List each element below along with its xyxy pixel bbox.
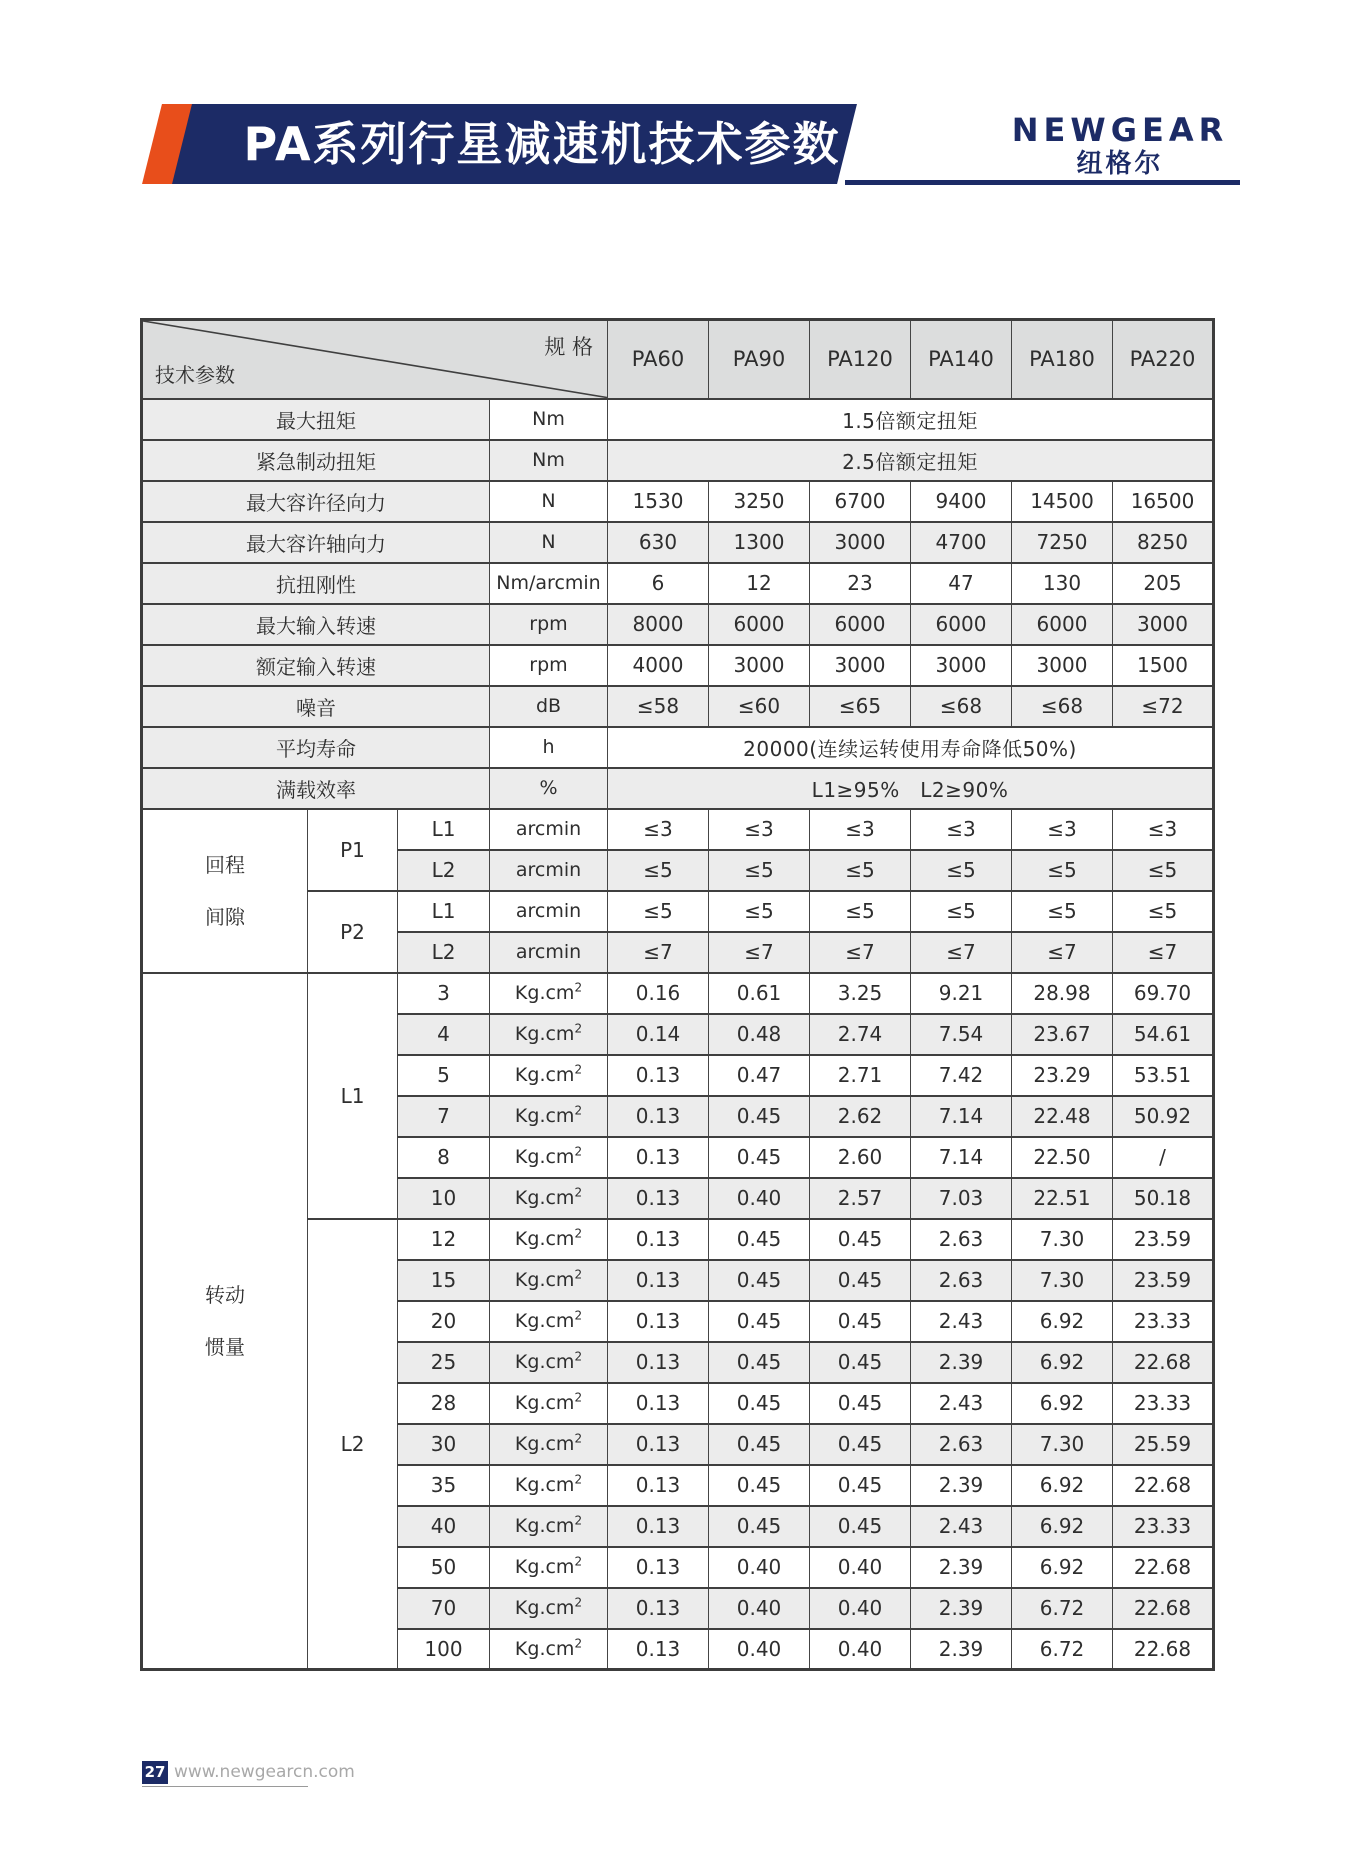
- value-cell: 23.67: [1012, 1014, 1113, 1055]
- value-cell: 22.48: [1012, 1096, 1113, 1137]
- value-cell: 2.39: [911, 1588, 1012, 1629]
- value-cell: 0.45: [709, 1342, 810, 1383]
- ratio-cell: 20: [398, 1301, 490, 1342]
- inertia-section-label: 转动 惯量: [142, 973, 308, 1670]
- value-cell: 3000: [709, 645, 810, 686]
- value-cell: 2.74: [810, 1014, 911, 1055]
- value-cell: 16500: [1113, 481, 1214, 522]
- value-cell: 0.13: [608, 1629, 709, 1670]
- value-cell: 2.57: [810, 1178, 911, 1219]
- table-row: [142, 604, 1214, 645]
- table-row: [142, 440, 1214, 481]
- value-cell: 6000: [810, 604, 911, 645]
- value-cell: 0.13: [608, 1547, 709, 1588]
- value-cell: 130: [1012, 563, 1113, 604]
- inertia-level-cell: L2: [308, 1219, 398, 1670]
- value-cell: 2.43: [911, 1301, 1012, 1342]
- corner-label-params: 技术参数: [155, 362, 235, 387]
- row-label: 最大容许径向力: [142, 481, 490, 522]
- unit-cell: $Kg.cm^2$: [490, 1506, 608, 1547]
- value-cell: 14500: [1012, 481, 1113, 522]
- value-cell: 2.43: [911, 1506, 1012, 1547]
- column-header: PA90: [709, 320, 810, 399]
- row-label: 平均寿命: [142, 727, 490, 768]
- unit-cell: arcmin: [490, 891, 608, 932]
- level-cell: L2: [398, 850, 490, 891]
- column-header: PA60: [608, 320, 709, 399]
- value-cell: 6000: [709, 604, 810, 645]
- value-cell: 22.50: [1012, 1137, 1113, 1178]
- value-cell: 0.45: [810, 1301, 911, 1342]
- merged-value-cell: 2.5倍额定扭矩: [608, 440, 1214, 481]
- value-cell: ≤3: [1113, 809, 1214, 850]
- value-cell: 0.45: [709, 1506, 810, 1547]
- level-cell: L2: [398, 932, 490, 973]
- value-cell: 7.30: [1012, 1219, 1113, 1260]
- ratio-cell: 3: [398, 973, 490, 1014]
- level-cell: L1: [398, 891, 490, 932]
- unit-cell: rpm: [490, 645, 608, 686]
- value-cell: 4000: [608, 645, 709, 686]
- unit-cell: $Kg.cm^2$: [490, 973, 608, 1014]
- value-cell: ≤5: [911, 891, 1012, 932]
- value-cell: 0.40: [810, 1629, 911, 1670]
- value-cell: ≤7: [810, 932, 911, 973]
- merged-value-cell: 1.5倍额定扭矩: [608, 399, 1214, 440]
- value-cell: 0.13: [608, 1219, 709, 1260]
- value-cell: 0.45: [709, 1260, 810, 1301]
- value-cell: 3000: [810, 522, 911, 563]
- value-cell: ≤3: [709, 809, 810, 850]
- unit-cell: $Kg.cm^2$: [490, 1137, 608, 1178]
- value-cell: ≤7: [709, 932, 810, 973]
- value-cell: 0.45: [810, 1342, 911, 1383]
- value-cell: 0.48: [709, 1014, 810, 1055]
- value-cell: 0.13: [608, 1301, 709, 1342]
- value-cell: 1300: [709, 522, 810, 563]
- value-cell: 7250: [1012, 522, 1113, 563]
- unit-cell: $Kg.cm^2$: [490, 1342, 608, 1383]
- value-cell: 0.45: [709, 1096, 810, 1137]
- ratio-cell: 7: [398, 1096, 490, 1137]
- unit-cell: $Kg.cm^2$: [490, 1547, 608, 1588]
- value-cell: 0.40: [709, 1629, 810, 1670]
- backlash-grade-cell: P1: [308, 809, 398, 891]
- value-cell: 7.30: [1012, 1260, 1113, 1301]
- unit-cell: rpm: [490, 604, 608, 645]
- table-row: [142, 686, 1214, 727]
- brand-logo-en: NEWGEAR: [1011, 111, 1229, 149]
- value-cell: 0.45: [810, 1465, 911, 1506]
- value-cell: 2.63: [911, 1424, 1012, 1465]
- value-cell: 12: [709, 563, 810, 604]
- ratio-cell: 35: [398, 1465, 490, 1506]
- value-cell: 0.45: [709, 1465, 810, 1506]
- value-cell: 6.92: [1012, 1465, 1113, 1506]
- ratio-cell: 70: [398, 1588, 490, 1629]
- unit-cell: arcmin: [490, 932, 608, 973]
- unit-cell: $Kg.cm^2$: [490, 1055, 608, 1096]
- merged-value-cell: L1≥95% L2≥90%: [608, 768, 1214, 809]
- ratio-cell: 8: [398, 1137, 490, 1178]
- value-cell: ≤72: [1113, 686, 1214, 727]
- value-cell: 3.25: [810, 973, 911, 1014]
- value-cell: 0.40: [709, 1178, 810, 1219]
- value-cell: ≤7: [1012, 932, 1113, 973]
- value-cell: ≤7: [1113, 932, 1214, 973]
- row-label: 最大容许轴向力: [142, 522, 490, 563]
- ratio-cell: 12: [398, 1219, 490, 1260]
- value-cell: 0.45: [810, 1219, 911, 1260]
- unit-cell: dB: [490, 686, 608, 727]
- value-cell: 0.45: [810, 1506, 911, 1547]
- unit-cell: $Kg.cm^2$: [490, 1383, 608, 1424]
- unit-cell: arcmin: [490, 850, 608, 891]
- value-cell: 54.61: [1113, 1014, 1214, 1055]
- value-cell: 9400: [911, 481, 1012, 522]
- table-row: [142, 481, 1214, 522]
- brand-logo-cn: 纽格尔: [1076, 149, 1164, 179]
- value-cell: 1500: [1113, 645, 1214, 686]
- value-cell: ≤5: [810, 891, 911, 932]
- value-cell: 23.33: [1113, 1383, 1214, 1424]
- unit-cell: $Kg.cm^2$: [490, 1260, 608, 1301]
- value-cell: /: [1113, 1137, 1214, 1178]
- value-cell: 0.45: [709, 1219, 810, 1260]
- value-cell: 22.51: [1012, 1178, 1113, 1219]
- unit-cell: $Kg.cm^2$: [490, 1014, 608, 1055]
- value-cell: 3000: [911, 645, 1012, 686]
- unit-cell: $Kg.cm^2$: [490, 1629, 608, 1670]
- value-cell: ≤3: [810, 809, 911, 850]
- ratio-cell: 50: [398, 1547, 490, 1588]
- value-cell: 53.51: [1113, 1055, 1214, 1096]
- column-header: PA120: [810, 320, 911, 399]
- table-row: [142, 645, 1214, 686]
- value-cell: ≤5: [1113, 891, 1214, 932]
- value-cell: 6.72: [1012, 1588, 1113, 1629]
- value-cell: 23.59: [1113, 1260, 1214, 1301]
- value-cell: 0.13: [608, 1137, 709, 1178]
- ratio-cell: 10: [398, 1178, 490, 1219]
- value-cell: 47: [911, 563, 1012, 604]
- value-cell: 0.47: [709, 1055, 810, 1096]
- unit-cell: $Kg.cm^2$: [490, 1301, 608, 1342]
- footer-rule: [142, 1786, 308, 1787]
- row-label: 额定输入转速: [142, 645, 490, 686]
- value-cell: 0.13: [608, 1260, 709, 1301]
- value-cell: 6.72: [1012, 1629, 1113, 1670]
- value-cell: 0.13: [608, 1465, 709, 1506]
- value-cell: ≤68: [911, 686, 1012, 727]
- value-cell: 23.33: [1113, 1506, 1214, 1547]
- table-row: [142, 973, 1214, 1014]
- value-cell: ≤5: [810, 850, 911, 891]
- value-cell: 0.13: [608, 1096, 709, 1137]
- value-cell: 0.13: [608, 1342, 709, 1383]
- value-cell: 2.39: [911, 1547, 1012, 1588]
- inertia-level-cell: L1: [308, 973, 398, 1219]
- table-row: [142, 522, 1214, 563]
- ratio-cell: 25: [398, 1342, 490, 1383]
- table-row: [142, 809, 1214, 850]
- value-cell: ≤5: [1012, 850, 1113, 891]
- value-cell: 0.16: [608, 973, 709, 1014]
- value-cell: 0.40: [810, 1547, 911, 1588]
- ratio-cell: 28: [398, 1383, 490, 1424]
- value-cell: 0.40: [709, 1588, 810, 1629]
- value-cell: ≤5: [1113, 850, 1214, 891]
- value-cell: 9.21: [911, 973, 1012, 1014]
- value-cell: 2.60: [810, 1137, 911, 1178]
- row-label: 抗扭刚性: [142, 563, 490, 604]
- value-cell: 7.03: [911, 1178, 1012, 1219]
- ratio-cell: 5: [398, 1055, 490, 1096]
- header-rule: [845, 180, 1240, 185]
- unit-cell: $Kg.cm^2$: [490, 1424, 608, 1465]
- value-cell: ≤5: [608, 850, 709, 891]
- value-cell: 2.63: [911, 1219, 1012, 1260]
- value-cell: ≤5: [709, 850, 810, 891]
- value-cell: 0.13: [608, 1383, 709, 1424]
- value-cell: ≤7: [608, 932, 709, 973]
- ratio-cell: 15: [398, 1260, 490, 1301]
- unit-cell: $Kg.cm^2$: [490, 1178, 608, 1219]
- value-cell: 2.39: [911, 1465, 1012, 1506]
- value-cell: 3000: [1113, 604, 1214, 645]
- value-cell: 23.59: [1113, 1219, 1214, 1260]
- unit-cell: $Kg.cm^2$: [490, 1465, 608, 1506]
- unit-cell: Nm/arcmin: [490, 563, 608, 604]
- value-cell: ≤68: [1012, 686, 1113, 727]
- value-cell: 0.45: [810, 1424, 911, 1465]
- value-cell: 8250: [1113, 522, 1214, 563]
- value-cell: ≤5: [1012, 891, 1113, 932]
- value-cell: 0.40: [810, 1588, 911, 1629]
- unit-cell: $Kg.cm^2$: [490, 1096, 608, 1137]
- unit-cell: $Kg.cm^2$: [490, 1219, 608, 1260]
- table-row: [142, 563, 1214, 604]
- value-cell: 0.13: [608, 1506, 709, 1547]
- value-cell: 23: [810, 563, 911, 604]
- value-cell: 22.68: [1113, 1629, 1214, 1670]
- ratio-cell: 30: [398, 1424, 490, 1465]
- value-cell: 7.14: [911, 1096, 1012, 1137]
- value-cell: ≤5: [709, 891, 810, 932]
- value-cell: 6.92: [1012, 1506, 1113, 1547]
- row-label: 紧急制动扭矩: [142, 440, 490, 481]
- value-cell: 205: [1113, 563, 1214, 604]
- ratio-cell: 40: [398, 1506, 490, 1547]
- value-cell: 8000: [608, 604, 709, 645]
- unit-cell: Nm: [490, 440, 608, 481]
- column-header: PA140: [911, 320, 1012, 399]
- website-url: www.newgearcn.com: [174, 1762, 355, 1782]
- value-cell: 2.62: [810, 1096, 911, 1137]
- row-label: 满载效率: [142, 768, 490, 809]
- value-cell: 22.68: [1113, 1547, 1214, 1588]
- value-cell: 3000: [810, 645, 911, 686]
- brand-logo: [1000, 112, 1240, 180]
- value-cell: 50.18: [1113, 1178, 1214, 1219]
- value-cell: 0.13: [608, 1055, 709, 1096]
- value-cell: 28.98: [1012, 973, 1113, 1014]
- value-cell: 23.29: [1012, 1055, 1113, 1096]
- value-cell: 6.92: [1012, 1301, 1113, 1342]
- corner-label-spec: 规 格: [544, 335, 593, 359]
- value-cell: 0.45: [709, 1383, 810, 1424]
- ratio-cell: 100: [398, 1629, 490, 1670]
- value-cell: 22.68: [1113, 1342, 1214, 1383]
- unit-cell: arcmin: [490, 809, 608, 850]
- value-cell: ≤7: [911, 932, 1012, 973]
- value-cell: 2.43: [911, 1383, 1012, 1424]
- value-cell: 4700: [911, 522, 1012, 563]
- value-cell: 3000: [1012, 645, 1113, 686]
- value-cell: 6700: [810, 481, 911, 522]
- unit-cell: N: [490, 522, 608, 563]
- value-cell: 3250: [709, 481, 810, 522]
- value-cell: 630: [608, 522, 709, 563]
- value-cell: 6: [608, 563, 709, 604]
- value-cell: 7.30: [1012, 1424, 1113, 1465]
- table-row: [142, 768, 1214, 809]
- value-cell: 0.13: [608, 1588, 709, 1629]
- value-cell: ≤60: [709, 686, 810, 727]
- table-body: [142, 399, 1214, 1670]
- table-row: [142, 399, 1214, 440]
- value-cell: 50.92: [1113, 1096, 1214, 1137]
- value-cell: 7.54: [911, 1014, 1012, 1055]
- value-cell: 25.59: [1113, 1424, 1214, 1465]
- unit-cell: N: [490, 481, 608, 522]
- backlash-grade-cell: P2: [308, 891, 398, 973]
- unit-cell: Nm: [490, 399, 608, 440]
- spec-table: [140, 318, 1215, 1671]
- value-cell: ≤58: [608, 686, 709, 727]
- table-row: [142, 727, 1214, 768]
- value-cell: 0.45: [810, 1260, 911, 1301]
- column-header: PA180: [1012, 320, 1113, 399]
- value-cell: 0.40: [709, 1547, 810, 1588]
- level-cell: L1: [398, 809, 490, 850]
- value-cell: 0.61: [709, 973, 810, 1014]
- value-cell: 0.13: [608, 1424, 709, 1465]
- value-cell: 6000: [911, 604, 1012, 645]
- value-cell: 6.92: [1012, 1547, 1113, 1588]
- value-cell: 2.39: [911, 1342, 1012, 1383]
- row-label: 噪音: [142, 686, 490, 727]
- value-cell: 7.14: [911, 1137, 1012, 1178]
- value-cell: 0.45: [810, 1383, 911, 1424]
- backlash-section-label: 回程 间隙: [142, 809, 308, 973]
- value-cell: 2.63: [911, 1260, 1012, 1301]
- value-cell: 6000: [1012, 604, 1113, 645]
- row-label: 最大输入转速: [142, 604, 490, 645]
- value-cell: ≤3: [1012, 809, 1113, 850]
- value-cell: 23.33: [1113, 1301, 1214, 1342]
- page-number-badge: 27: [142, 1761, 168, 1784]
- value-cell: 22.68: [1113, 1588, 1214, 1629]
- value-cell: 1530: [608, 481, 709, 522]
- value-cell: 0.45: [709, 1424, 810, 1465]
- value-cell: ≤5: [911, 850, 1012, 891]
- value-cell: 7.42: [911, 1055, 1012, 1096]
- value-cell: 2.39: [911, 1629, 1012, 1670]
- table-corner-cell: [142, 320, 608, 399]
- row-label: 最大扭矩: [142, 399, 490, 440]
- ratio-cell: 4: [398, 1014, 490, 1055]
- value-cell: 69.70: [1113, 973, 1214, 1014]
- value-cell: ≤3: [608, 809, 709, 850]
- page-title: PA系列行星减速机技术参数: [243, 117, 841, 171]
- value-cell: 6.92: [1012, 1342, 1113, 1383]
- value-cell: 6.92: [1012, 1383, 1113, 1424]
- value-cell: 2.71: [810, 1055, 911, 1096]
- value-cell: ≤65: [810, 686, 911, 727]
- value-cell: 0.45: [709, 1301, 810, 1342]
- value-cell: 0.45: [709, 1137, 810, 1178]
- value-cell: ≤5: [608, 891, 709, 932]
- value-cell: ≤3: [911, 809, 1012, 850]
- table-header-row: [142, 320, 1214, 399]
- value-cell: 0.14: [608, 1014, 709, 1055]
- unit-cell: h: [490, 727, 608, 768]
- unit-cell: $Kg.cm^2$: [490, 1588, 608, 1629]
- unit-cell: %: [490, 768, 608, 809]
- value-cell: 22.68: [1113, 1465, 1214, 1506]
- merged-value-cell: 20000(连续运转使用寿命降低50%): [608, 727, 1214, 768]
- column-header: PA220: [1113, 320, 1214, 399]
- value-cell: 0.13: [608, 1178, 709, 1219]
